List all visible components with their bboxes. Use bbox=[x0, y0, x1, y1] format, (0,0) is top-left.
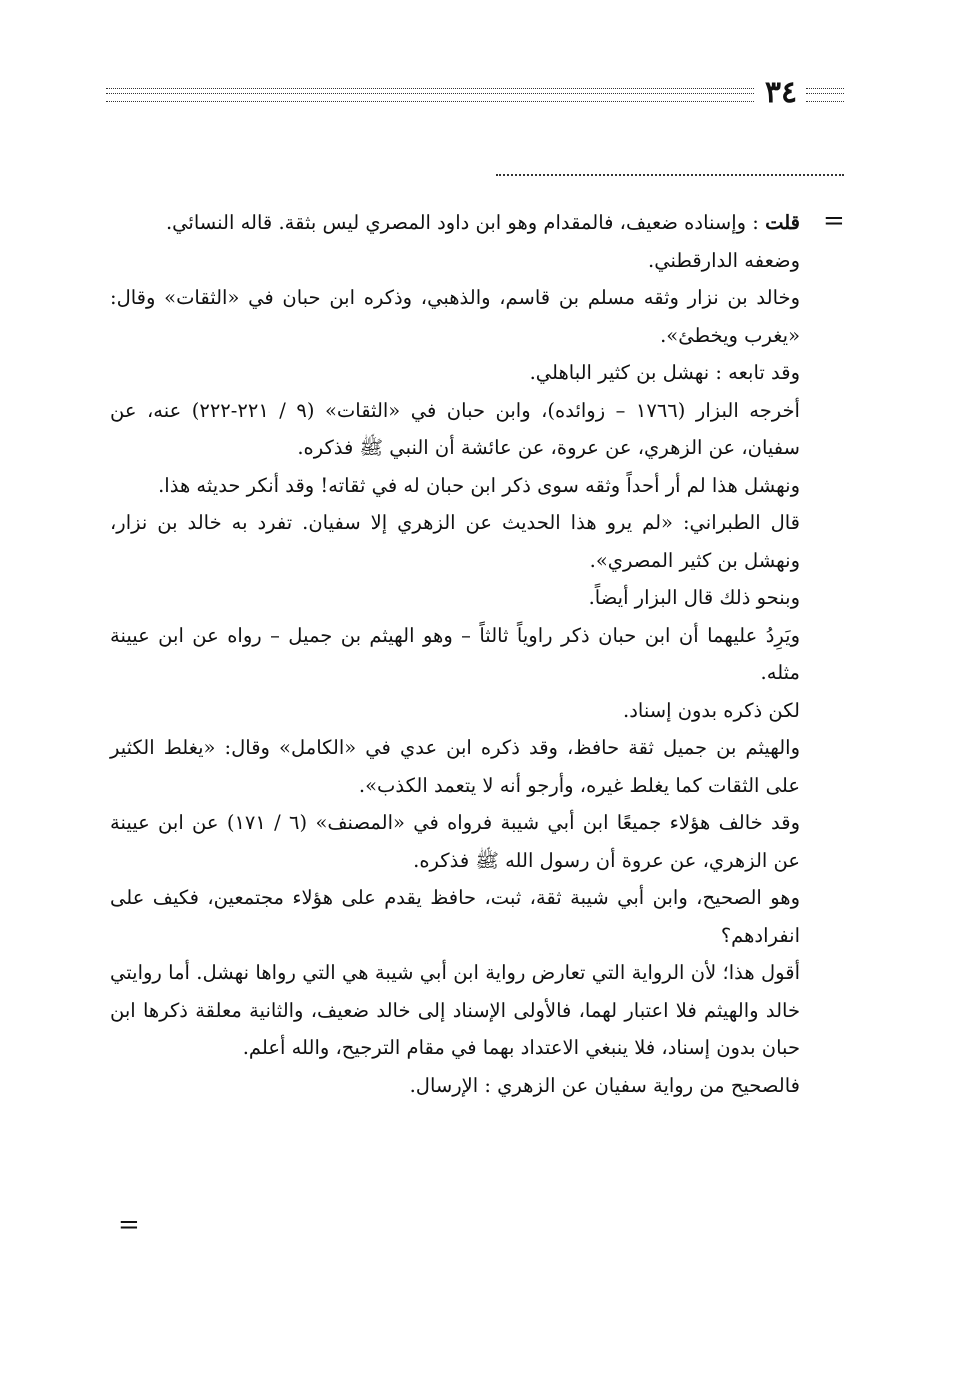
footnote-text bbox=[110, 204, 800, 1104]
continuation-mark-bottom: = bbox=[118, 1210, 140, 1240]
paragraph: فالصحيح من رواية سفيان عن الزهري : الإرسال. bbox=[409, 1073, 800, 1097]
paragraph: لكن ذكره بدون إسناد. bbox=[623, 698, 800, 722]
paragraph: قال الطبراني: «لم يرو هذا الحديث عن الزهري إلا سفيان. تفرد به خالد بن نزار، ونهشل بن كثير المصري». bbox=[110, 511, 800, 572]
paragraph: وهو الصحيح، وابن أبي شيبة ثقة، ثبت، حافظ يقدم على هؤلاء مجتمعين، فكيف على انفرادهم؟ bbox=[110, 886, 800, 947]
paragraph-text: : وإسناده ضعيف، فالمقدام وهو ابن داود المصري ليس بثقة. قاله النسائي. bbox=[165, 211, 766, 234]
paragraph: والهيثم بن جميل ثقة حافظ، وقد ذكره ابن عدي في «الكامل» وقال: «يغلط الكثير على الثقات كما يغلط غيره، وأرجو أنه لا يتعمد الكذب». bbox=[110, 736, 800, 797]
paragraph: ونهشل هذا لم أر أحداً وثقه سوى ذكر ابن حبان له في ثقاته! وقد أنكر حديثه هذا. bbox=[158, 473, 800, 497]
page-number: ٣٤ bbox=[764, 75, 798, 110]
paragraph bbox=[110, 204, 800, 242]
continuation-mark-top: = bbox=[823, 206, 845, 236]
header-rule-right bbox=[806, 88, 844, 102]
paragraph: وضعفه الدارقطني. bbox=[648, 248, 800, 272]
paragraph: أخرجه البزار (١٧٦٦ – زوائده)، وابن حبان في «الثقات» (٩ / ٢٢١-٢٢٢) عنه، عن سفيان، عن الزهري، عن عروة، عن عائشة أن النبي ﷺ فذكره. bbox=[110, 398, 800, 459]
header-rule-left bbox=[106, 88, 754, 102]
paragraph: وقد تابعه : نهشل بن كثير الباهلي. bbox=[529, 361, 800, 384]
paragraph: وقد خالف هؤلاء جميعًا ابن أبي شيبة فرواه في «المصنف» (٦ / ١٧١) عن ابن عيينة عن الزهري، عن عروة أن رسول الله ﷺ فذكره. bbox=[110, 811, 800, 872]
footnote-separator bbox=[496, 174, 844, 176]
paragraph: أقول هذا؛ لأن الرواية التي تعارض رواية ابن أبي شيبة هي التي رواها نهشل. أما روايتي خالد والهيثم فلا اعتبار لهما، فالأولى الإسناد إلى خالد ضعيف، والثانية معلقة ذكرها ابن حبان بدون إسناد، فلا ينبغي الاعتداد بهما في مقام الترجيح، والله أعلم. bbox=[110, 961, 800, 1059]
paragraph: وخالد بن نزار وثقه مسلم بن قاسم، والذهبي، وذكره ابن حبان في «الثقات» وقال: «يغرب ويخطئ». bbox=[110, 286, 800, 347]
paragraph: وبنحو ذلك قال البزار أيضاً. bbox=[588, 586, 800, 609]
paragraph: ويَرِدُ عليهما أن ابن حبان ذكر راوياً ثالثاً – وهو الهيثم بن جميل – رواه عن ابن عيينة مثله. bbox=[110, 623, 800, 684]
lead-word: قلت bbox=[765, 211, 800, 234]
